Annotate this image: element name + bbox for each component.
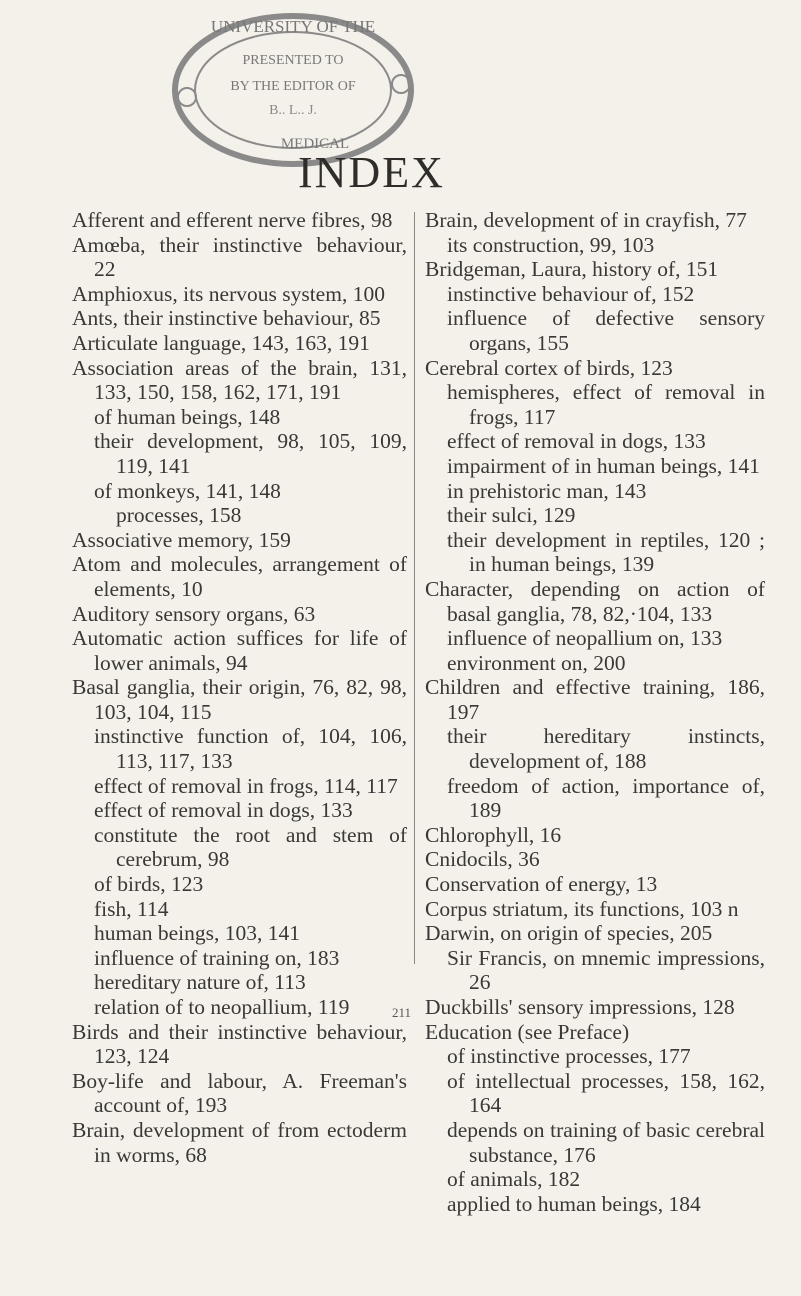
index-subentry: effect of removal in dogs, 133: [94, 798, 353, 823]
index-entry: Amphioxus, its nervous system, 100: [72, 281, 385, 306]
index-subentry: of animals, 182: [447, 1167, 581, 1192]
index-subentry: instinctive behaviour of, 152: [447, 281, 695, 306]
page-title: INDEX: [298, 148, 445, 197]
index-subentry: of monkeys, 141, 148: [94, 478, 281, 503]
stamp-text-top: UNIVERSITY OF THE: [210, 17, 376, 36]
index-entry: Basal ganglia, their origin, 76, 82, 98, 103, 104, 115: [72, 675, 407, 724]
index-subentry: freedom of action, importance of, 189: [447, 773, 765, 823]
index-subentry: their hereditary instincts, development of, 188: [447, 724, 765, 774]
index-subentry: effect of removal in dogs, 133: [447, 429, 706, 454]
index-entry: Cnidocils, 36: [425, 847, 540, 872]
index-subentry: applied to human beings, 184: [447, 1191, 701, 1216]
index-subentry: influence of neopallium on, 133: [447, 626, 723, 651]
index-subentry: of human beings, 148: [94, 404, 281, 429]
index-subentry: of intellectual processes, 158, 162, 164: [447, 1068, 765, 1118]
index-entry: Duckbills' sensory impressions, 128: [425, 995, 735, 1019]
page-number: 211: [392, 1005, 412, 1020]
index-subentry: relation of to neopallium, 119: [94, 995, 350, 1019]
index-subentry: instinctive function of, 104, 106, 113, 117, 133: [94, 724, 407, 774]
index-entry: Brain, development of from ectoderm in worms, 68: [72, 1117, 407, 1167]
index-entry: Auditory sensory organs, 63: [72, 601, 316, 626]
index-entry: Articulate language, 143, 163, 191: [72, 330, 370, 355]
index-entry: Afferent and efferent nerve fibres, 98: [72, 208, 393, 232]
index-entry: Cerebral cortex of birds, 123: [425, 355, 673, 380]
stamp-text-bottom: MEDICAL: [280, 136, 350, 152]
index-subentry: influence of training on, 183: [94, 945, 340, 970]
index-subentry: their sulci, 129: [447, 503, 576, 528]
index-entry: Character, depending on action of basal ganglia, 78, 82,·104, 133: [425, 576, 765, 626]
index-entry: Darwin, on origin of species, 205: [425, 921, 713, 946]
index-entry: Association areas of the brain, 131, 133, 150, 158, 162, 171, 191: [72, 355, 407, 405]
index-entry: Bridgeman, Laura, history of, 151: [425, 257, 719, 282]
index-subentry: influence of defective sensory organs, 155: [447, 306, 765, 355]
column-divider: [414, 212, 415, 964]
index-subentry: of birds, 123: [94, 872, 204, 897]
index-subentry: impairment of in human beings, 141: [447, 453, 760, 478]
index-subentry: depends on training of basic cerebral substance, 176: [447, 1117, 765, 1167]
index-entry: Corpus striatum, its functions, 103 n: [425, 896, 739, 921]
index-subentry: processes, 158: [116, 503, 242, 528]
index-subentry: hemispheres, effect of removal in frogs, 117: [447, 380, 765, 429]
index-entry: Conservation of energy, 13: [425, 872, 658, 897]
stamp-ornament-left: [178, 88, 196, 106]
index-subentry: environment on, 200: [447, 650, 626, 675]
index-subentry: its construction, 99, 103: [447, 232, 655, 257]
index-subentry: constitute the root and stem of cerebrum, 98: [94, 822, 407, 872]
index-subentry: Sir Francis, on mnemic impressions, 26: [447, 945, 765, 995]
index-subentry: human beings, 103, 141: [94, 921, 301, 946]
index-right-column: [425, 208, 765, 1216]
stamp-text-mid3: B.. L.. J.: [269, 103, 317, 118]
stamp-text-mid2: BY THE EDITOR OF: [230, 79, 356, 94]
index-subentry: their development in reptiles, 120 ; in human beings, 139: [447, 527, 765, 577]
index-subentry: of instinctive processes, 177: [447, 1044, 691, 1069]
index-entry: Chlorophyll, 16: [425, 822, 562, 847]
stamp-text-mid1: PRESENTED TO: [242, 53, 344, 68]
index-entry: Birds and their instinctive behaviour, 123, 124: [72, 1019, 407, 1069]
index-entry: Boy-life and labour, A. Freeman's account of, 193: [72, 1068, 407, 1118]
index-subentry: their development, 98, 105, 109, 119, 141: [94, 429, 407, 478]
index-entry: Education (see Preface): [425, 1019, 630, 1044]
index-subentry: effect of removal in frogs, 114, 117: [94, 773, 398, 798]
index-entry: Associative memory, 159: [72, 527, 291, 552]
stamp-ornament-right: [392, 75, 410, 93]
index-entry: Ants, their instinctive behaviour, 85: [72, 306, 381, 331]
index-entry: Brain, development of in crayfish, 77: [425, 208, 747, 232]
index-left-column: [72, 208, 407, 1167]
index-subentry: in prehistoric man, 143: [447, 478, 647, 503]
index-entry: Children and effective training, 186, 197: [425, 675, 765, 724]
index-subentry: hereditary nature of, 113: [94, 970, 306, 995]
index-entry: Amœba, their instinctive behaviour, 22: [72, 232, 407, 282]
index-entry: Atom and molecules, arrangement of elements, 10: [72, 552, 407, 601]
index-entry: Automatic action suffices for life of lower animals, 94: [72, 626, 407, 675]
index-subentry: fish, 114: [94, 896, 169, 921]
